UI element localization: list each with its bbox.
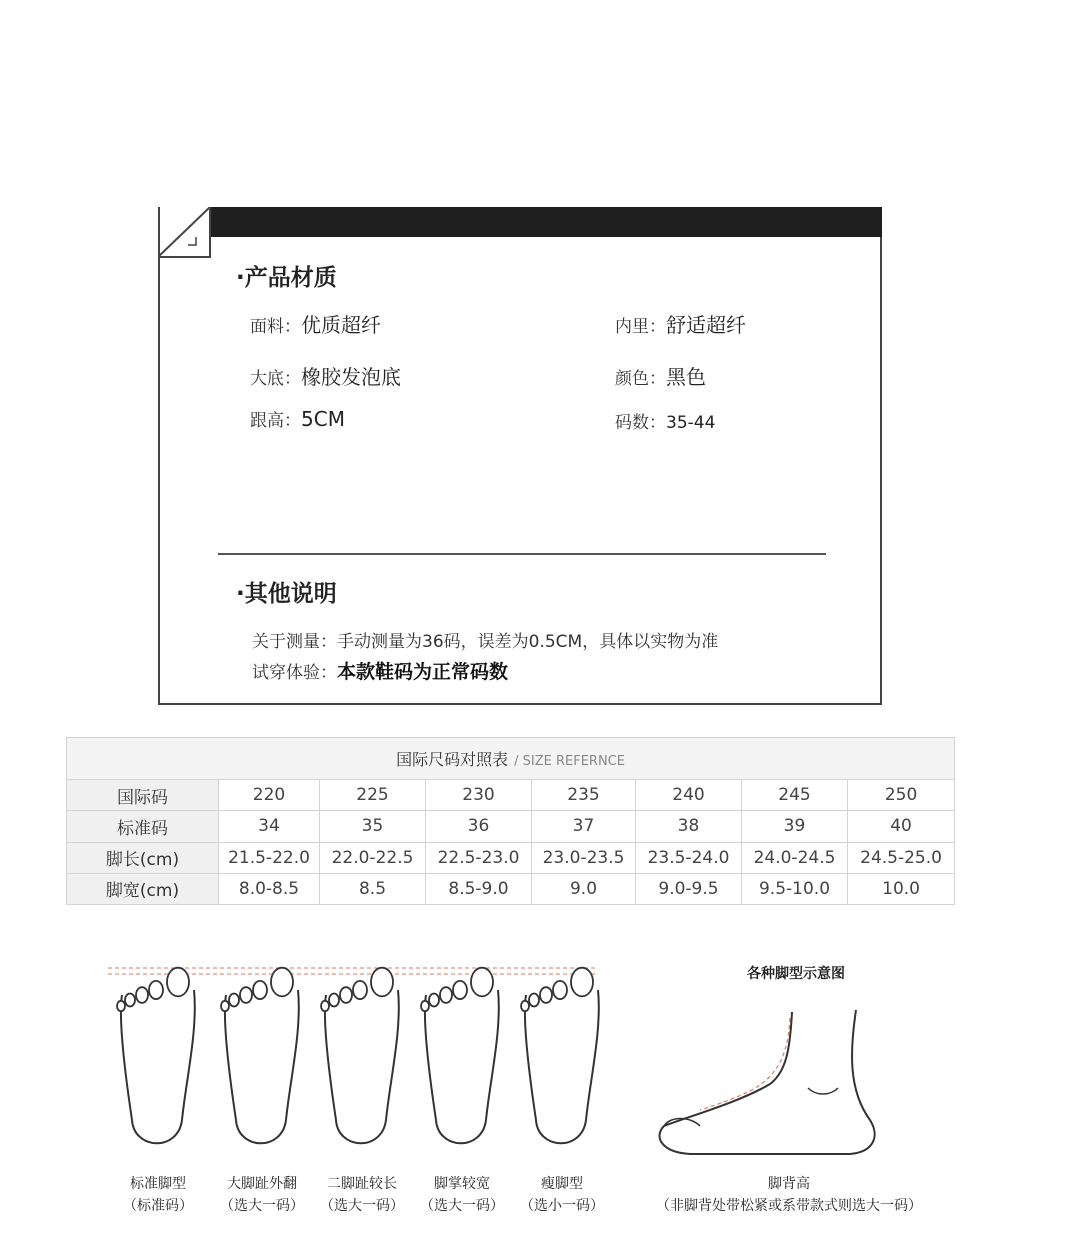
table-cell: 22.5-23.0 <box>426 842 532 873</box>
foot-type-name: 瘦脚型 <box>541 1176 583 1192</box>
card-header-bar <box>210 207 882 237</box>
other-title: ·其他说明 <box>236 581 337 607</box>
field-lining: 内里：舒适超纤 <box>615 313 746 337</box>
foot-type-illustration <box>0 940 1080 1240</box>
field-size-range: 码数：35-44 <box>615 413 716 433</box>
foot-outline-icon <box>221 968 299 1144</box>
field-sole: 大底：橡胶发泡底 <box>250 365 401 389</box>
high-instep-foot-icon <box>660 1010 875 1154</box>
size-reference-table <box>66 737 955 905</box>
table-row <box>67 780 955 811</box>
foot-type-hint: （选小一码） <box>520 1198 604 1214</box>
foot-type-name: 二脚趾较长 <box>327 1176 397 1192</box>
field-fabric: 面料：优质超纤 <box>250 313 381 337</box>
table-cell: 23.0-23.5 <box>532 842 636 873</box>
table-cell: 40 <box>848 811 955 842</box>
table-cell: 9.0-9.5 <box>636 873 742 904</box>
product-info-card <box>158 207 882 705</box>
table-cell: 22.0-22.5 <box>320 842 426 873</box>
table-cell: 8.0-8.5 <box>219 873 320 904</box>
table-cell: 8.5 <box>320 873 426 904</box>
foot-outline-icon <box>521 968 599 1144</box>
row-header: 标准码 <box>67 811 219 842</box>
table-cell: 36 <box>426 811 532 842</box>
foot-type-hint: （标准码） <box>123 1198 193 1214</box>
table-row <box>67 842 955 873</box>
table-cell: 21.5-22.0 <box>219 842 320 873</box>
foot-type-name: 大脚趾外翻 <box>227 1176 297 1192</box>
size-table-caption: 国际尺码对照表 / SIZE REFERNCE <box>67 738 955 780</box>
high-instep-label: 脚背高 <box>768 1176 810 1192</box>
row-header: 国际码 <box>67 780 219 811</box>
table-cell: 24.0-24.5 <box>742 842 848 873</box>
table-cell: 9.5-10.0 <box>742 873 848 904</box>
foot-outline-icon <box>421 968 499 1144</box>
note-fit: 试穿体验：本款鞋码为正常码数 <box>252 661 509 683</box>
foot-type-hint: （选大一码） <box>220 1198 304 1214</box>
table-cell: 225 <box>320 780 426 811</box>
note-measurement: 关于测量：手动测量为36码，误差为0.5CM，具体以实物为准 <box>252 632 719 652</box>
row-header: 脚长(cm) <box>67 842 219 873</box>
foot-type-name: 脚掌较宽 <box>434 1176 490 1192</box>
field-color: 颜色：黑色 <box>615 365 706 389</box>
field-heel-height: 跟高：5CM <box>250 407 345 431</box>
table-cell: 230 <box>426 780 532 811</box>
foot-type-name: 标准脚型 <box>130 1176 186 1192</box>
material-title: ·产品材质 <box>236 265 337 291</box>
table-cell: 37 <box>532 811 636 842</box>
table-cell: 245 <box>742 780 848 811</box>
table-cell: 9.0 <box>532 873 636 904</box>
table-row <box>67 811 955 842</box>
table-cell: 39 <box>742 811 848 842</box>
table-cell: 38 <box>636 811 742 842</box>
table-row <box>67 873 955 904</box>
table-cell: 8.5-9.0 <box>426 873 532 904</box>
foot-types-title: 各种脚型示意图 <box>747 966 845 982</box>
table-cell: 235 <box>532 780 636 811</box>
table-cell: 34 <box>219 811 320 842</box>
foot-outline-icon <box>321 968 399 1144</box>
table-cell: 220 <box>219 780 320 811</box>
foot-type-hint: （选大一码） <box>320 1198 404 1214</box>
foot-outline-icon <box>117 968 195 1144</box>
row-header: 脚宽(cm) <box>67 873 219 904</box>
table-cell: 35 <box>320 811 426 842</box>
table-cell: 10.0 <box>848 873 955 904</box>
table-cell: 240 <box>636 780 742 811</box>
table-cell: 23.5-24.0 <box>636 842 742 873</box>
section-divider <box>218 553 826 555</box>
table-cell: 24.5-25.0 <box>848 842 955 873</box>
high-instep-hint: （非脚背处带松紧或系带款式则选大一码） <box>656 1198 922 1214</box>
foot-type-hint: （选大一码） <box>420 1198 504 1214</box>
folded-corner-icon <box>158 207 212 259</box>
table-cell: 250 <box>848 780 955 811</box>
